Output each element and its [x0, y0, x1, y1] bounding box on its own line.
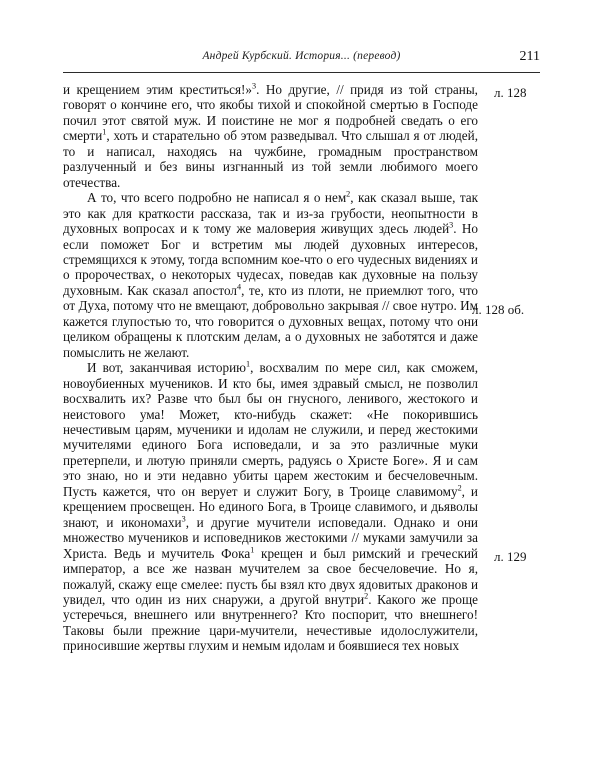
running-head-title: Андрей Курбский. История... (перевод) [202, 50, 401, 62]
header-rule-divider [63, 72, 540, 73]
page-number: 211 [519, 49, 540, 64]
body-text-column [63, 82, 478, 654]
margin-folio-note: л. 128 [494, 85, 527, 100]
running-head [63, 50, 540, 68]
body-paragraph: и крещением этим креститься!»$^3$. Но другие, // придя из той страны, говорят о кончине его, что якобы тихой и спокойной смертью в Господе почил этот святой муж. И поистине не мог я подробней сведать о его смерти$^1$, хоть и старательно об этом разведывал. Что слышал я от людей, то и написал, находясь на чужбине, громадным пространством разлученный и без вины изгнанный из той земли любимого моего отечества. [63, 81, 478, 190]
body-paragraph: А то, что всего подробно не написал я о нем$^2$, как сказал выше, так это как для краткости рассказа, так и из-за грубости, неопытности в духовных вопросах и к тому же маловерия живущих здесь людей$^3$. Но если поможет Бог и встретим мы людей духовных интересов, стремящихся к этому, тогда вспомним кое-что о его чудесных видениях и о пророчествах, о некоторых чудесах, поведав как духовные на пользу духовным. Как сказал апостол$^4$, те, кто из плоти, не приемлют того, что от Духа, потому что не вмещают, добровольно закрывая // свое нутро. Им кажется глупостью то, что говорится о духовных вещах, потому что они целиком обращены к плотским делам, а о духовных не заботятся и даже помыслить не желают. [63, 189, 479, 360]
margin-folio-note: л. 128 об. [472, 302, 525, 317]
margin-folio-note: л. 129 [494, 549, 527, 564]
body-paragraph: И вот, заканчивая историю$^1$, восхвалим по мере сил, как сможем, новоубиенных мучеников. И кто бы, имея здравый смысл, не позволил восхвалить их? Разве что был бы он гнусного, ленивого, жестокого и неистового ума! Может, кто-нибудь скажет: «Не покорившись нечестивым царям, мученики и идолам не служили, и перед жестокими мучителями единого Бога исповедали, и за это различные муки претерпели, и лютую приняли смерть, радуясь о Христе Боге». Я и сам это знаю, но и эти недавно убиты царем жестоким и бесчеловечным. Пусть кажется, что он верует и служит Богу, в Троице славимому$^2$, и крещением просвещен. Но единого Бога, в Троице славимого, и дьяволы знают, и икономахи$^3$, и другие мучители исповедали. Однако и они множество мучеников и исповедников жестокими // муками замучили за Христа. Ведь и мучитель Фока$^1$ крещен и был римский и греческий император, а все же назван мучителем за свое бесчеловечие. Но я, пожалуй, скажу еще смелее: пусть бы взял кто двух ядовитых драконов и увидел, что один из них снаружи, а другой внутри$^2$. Какого же проще устеречься, внешнего или внутреннего? Кто поспорит, что внешнего! Таковы были прежние цари-мучители, нечестивые идолослужители, приносившие жертвы глухим и немым идолам и боявшиеся тех новых [63, 359, 478, 654]
